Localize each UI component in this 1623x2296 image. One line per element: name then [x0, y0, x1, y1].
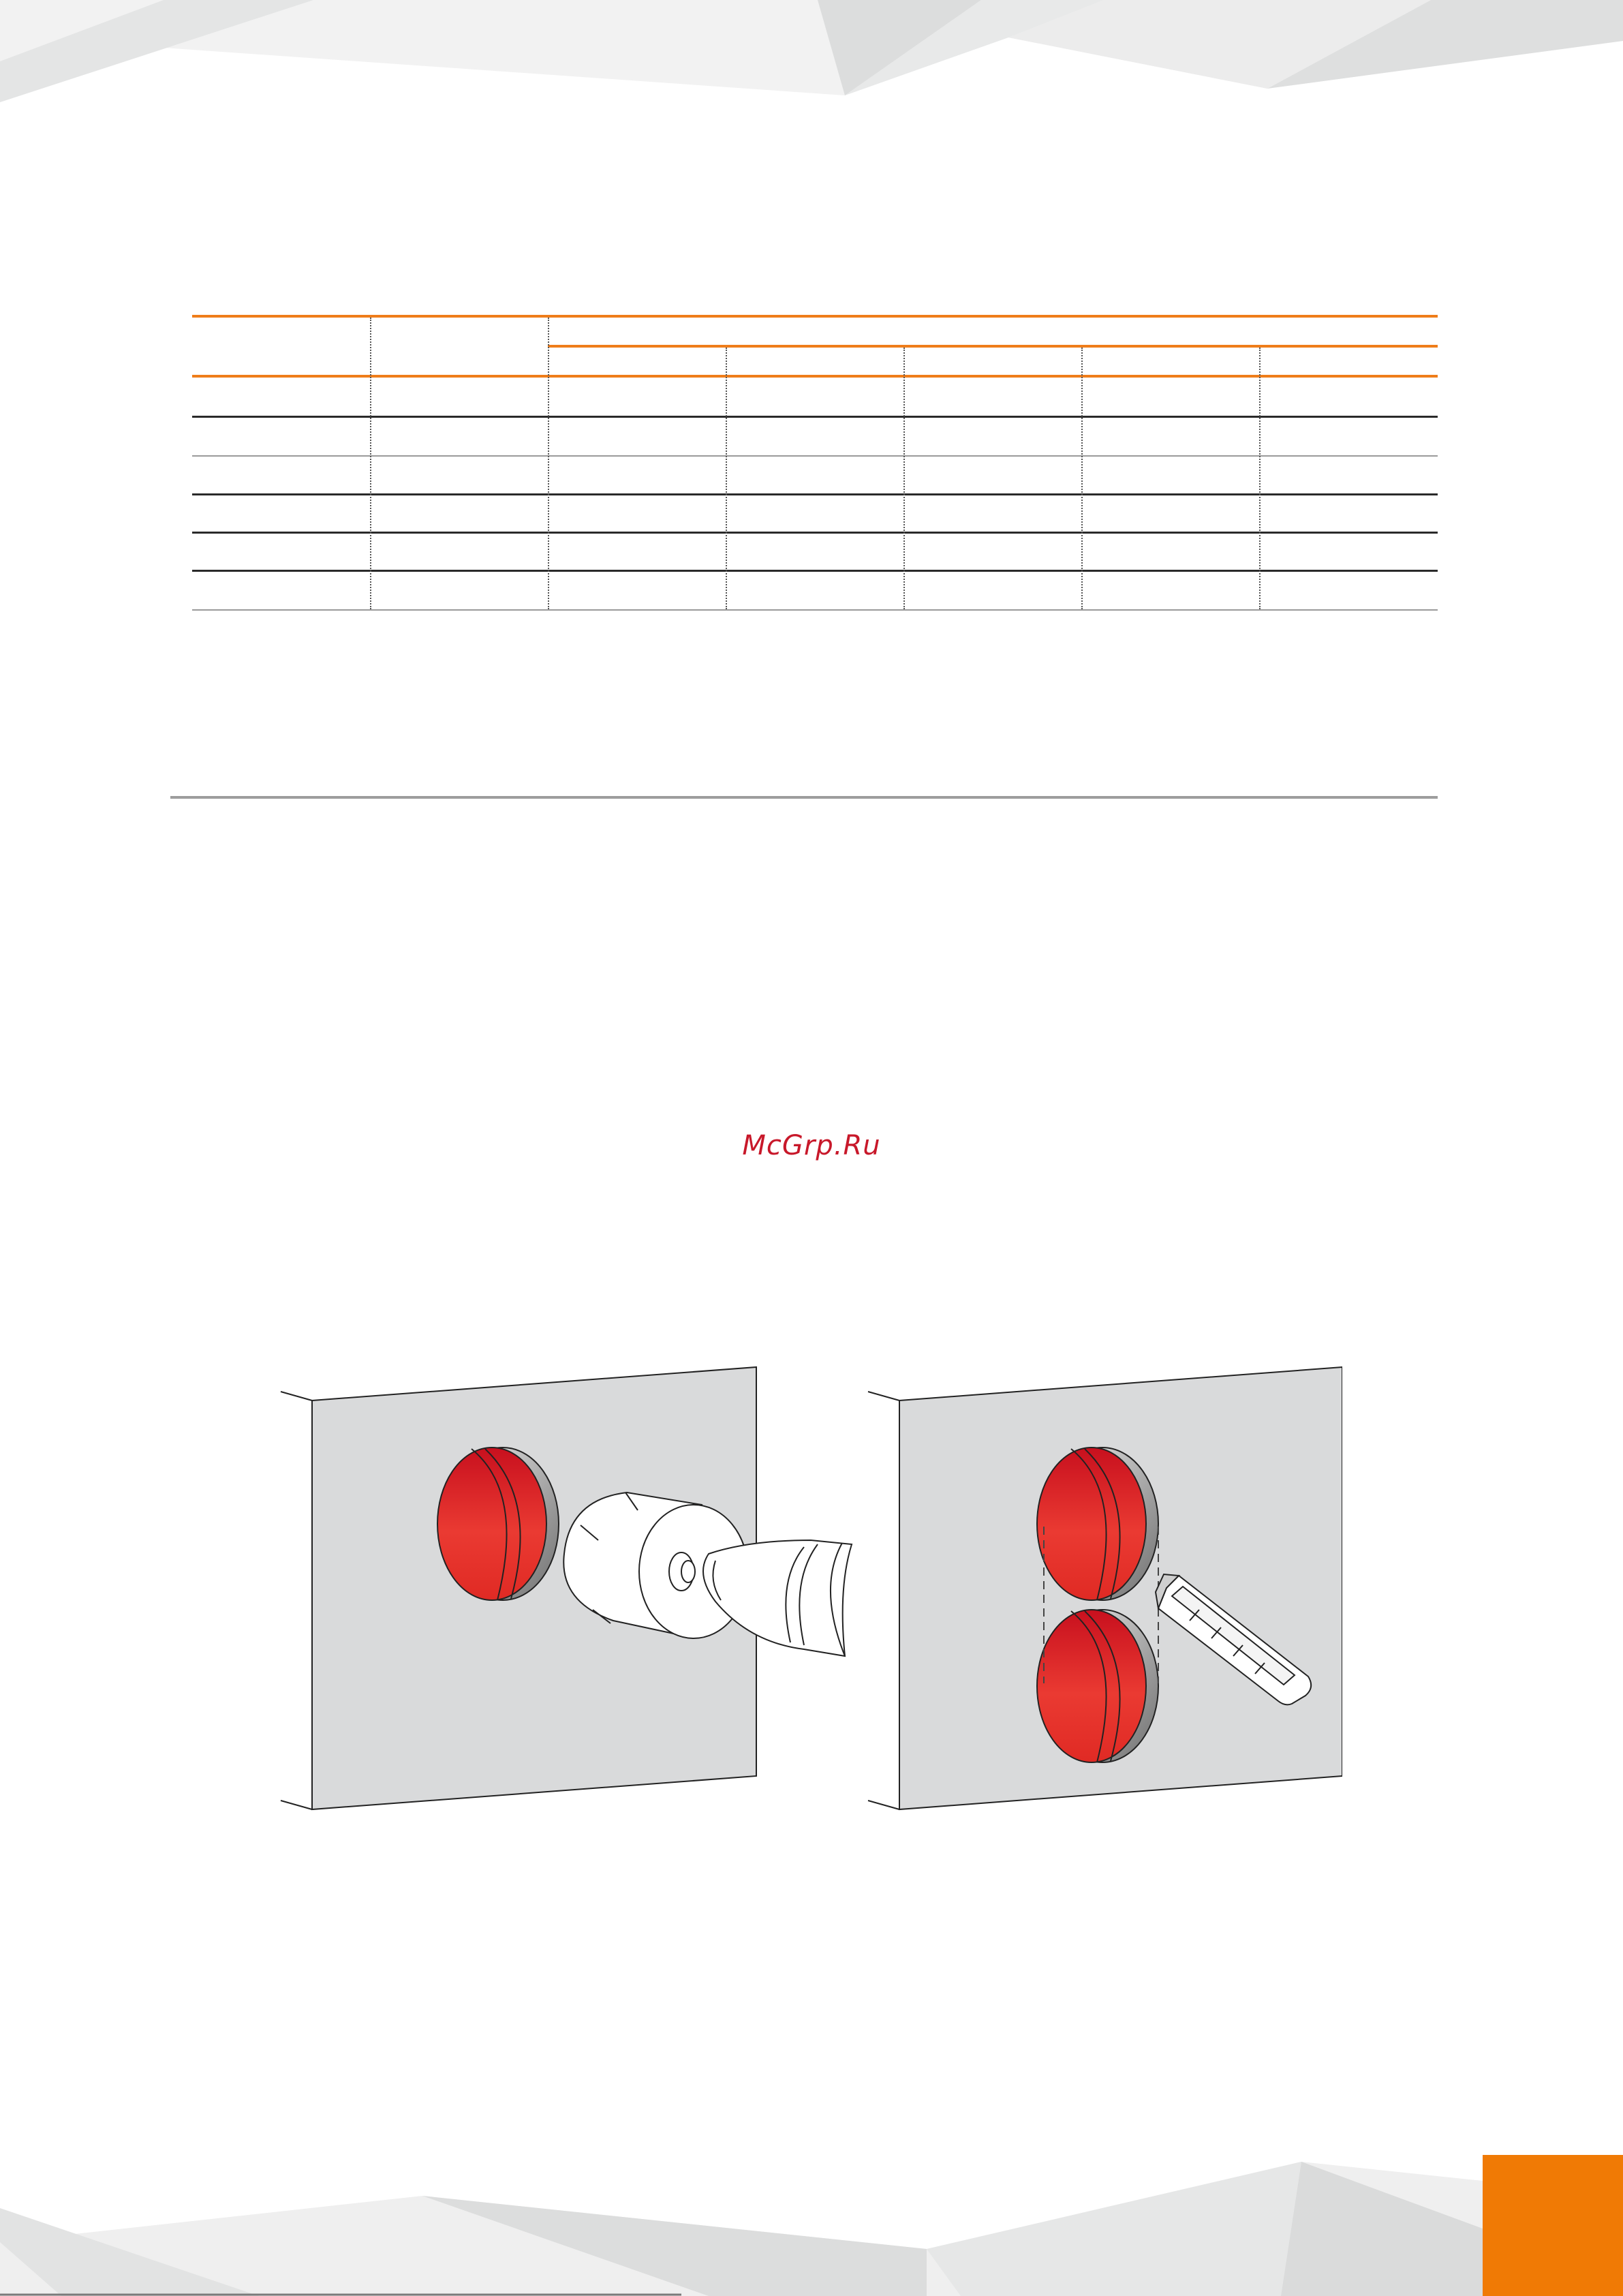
table-column-divider — [1259, 348, 1261, 609]
table-column-divider — [548, 318, 549, 609]
table-subheader-rule — [548, 345, 1438, 348]
table-header-bottom-rule — [192, 375, 1438, 378]
table-column-divider — [1081, 348, 1083, 609]
table-column-divider — [370, 318, 371, 609]
header-background — [0, 0, 1623, 109]
table-row-rule — [192, 416, 1438, 418]
hole-icon — [1037, 1448, 1158, 1600]
hole-icon — [1037, 1610, 1158, 1762]
page-corner-block — [1483, 2155, 1623, 2296]
hole-icon — [437, 1448, 559, 1600]
table-row-rule — [192, 493, 1438, 495]
table-row-rule — [192, 570, 1438, 572]
installation-illustration — [273, 1356, 1342, 1826]
specification-table — [192, 315, 1438, 611]
section-divider — [170, 796, 1438, 799]
table-bottom-rule — [192, 609, 1438, 611]
table-column-divider — [726, 348, 727, 609]
table-top-rule — [192, 315, 1438, 318]
watermark-text: McGrp.Ru — [742, 1130, 881, 1161]
table-row-rule — [192, 532, 1438, 534]
table-row-rule — [192, 455, 1438, 457]
table-column-divider — [903, 348, 905, 609]
footer-background — [0, 2154, 1623, 2296]
